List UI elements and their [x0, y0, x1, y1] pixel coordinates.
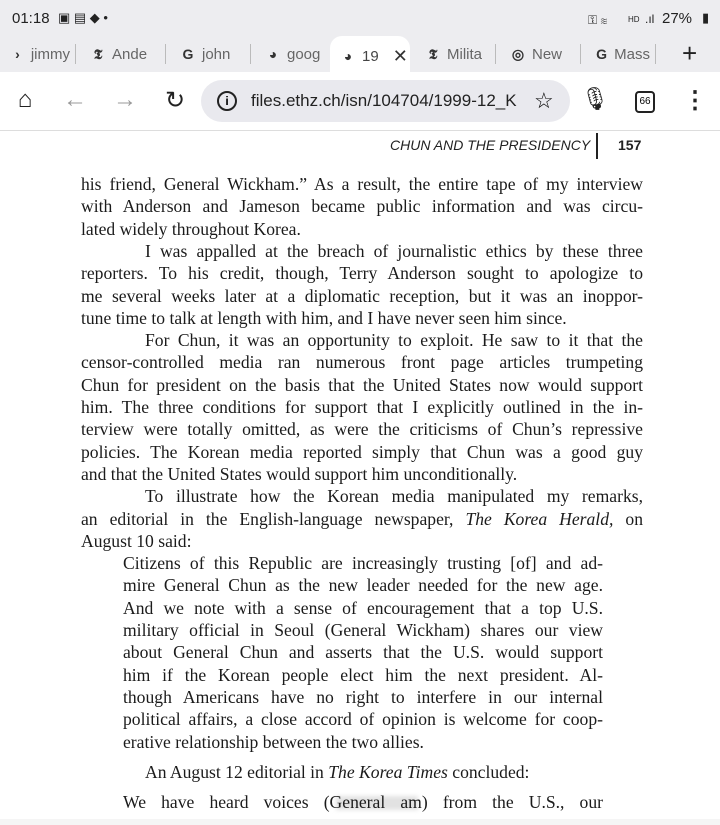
- running-head: CHUN AND THE PRESIDENCY: [390, 137, 591, 153]
- tab-title: Milita: [447, 45, 483, 63]
- text-line: [145, 762, 643, 783]
- tab-favicon-icon: 𝕿: [428, 45, 438, 62]
- tab-favicon-icon: G: [182, 46, 194, 62]
- close-tab-icon[interactable]: ✕: [392, 45, 408, 66]
- line-text: And we note with a sense of encouragement that a top U.S.: [123, 597, 603, 618]
- line-text: him if the Korean people elect him the next president. Al-: [123, 664, 603, 685]
- quote-line: [123, 665, 603, 686]
- line-text: An August 12 editorial in: [145, 761, 329, 782]
- line-text: and that the United States would support him unconditionally.: [81, 463, 518, 484]
- line-text: censor-controlled media ran numerous front page articles trumpeting: [81, 352, 643, 373]
- tab-favicon-icon: ◕: [343, 48, 353, 64]
- publication-title: The Korea Times: [328, 761, 448, 782]
- text-line: [81, 442, 643, 463]
- battery-icon: ▮: [702, 10, 710, 25]
- tab-title: 19: [362, 47, 379, 65]
- quote-line: [123, 732, 603, 753]
- quote-line: [123, 598, 603, 619]
- tab-favicon-icon: 𝕿: [93, 45, 103, 62]
- line-text: military official in Seoul (General Wickham) shares our view: [123, 620, 603, 640]
- quote-line: [123, 687, 603, 708]
- quote-line: [123, 642, 603, 663]
- text-line: [81, 509, 643, 530]
- tab-favicon-icon: ◕: [268, 46, 278, 62]
- line-text: For Chun, it was an opportunity to exploit. He saw to it that the: [145, 330, 643, 351]
- text-line: [81, 308, 643, 329]
- line-text: his friend, General Wickham.” As a result, the entire tape of my interview: [81, 174, 643, 194]
- reload-icon[interactable]: ↻: [164, 87, 186, 114]
- text-line: [81, 419, 643, 440]
- tab-title: jimmy: [30, 45, 70, 63]
- tab-title: goog: [287, 45, 321, 63]
- text-line: [81, 219, 643, 240]
- line-text: lated widely throughout Korea.: [81, 218, 301, 239]
- line-text: about General Chun and asserts that the U.S. would support: [123, 642, 603, 663]
- text-line: [81, 464, 643, 485]
- line-text: To illustrate how the Korean media manipulated my remarks,: [145, 486, 643, 507]
- tab-favicon-icon: ◎: [511, 45, 525, 62]
- text-line: [81, 263, 643, 284]
- text-line: [81, 174, 643, 195]
- text-line: [81, 286, 643, 307]
- line-text: reporters. To his credit, though, Terry Anderson sought to apologize to: [81, 263, 643, 284]
- line-text: terview were totally omitted, as were the criticisms of Chun’s repressive: [81, 419, 643, 440]
- text-line: [81, 352, 643, 373]
- quote-line: [123, 553, 603, 574]
- line-text: Chun for president on the basis that the United States now would support: [81, 374, 643, 395]
- line-text: political affairs, a close accord of opinion is welcome for coop-: [123, 709, 603, 730]
- line-text: tune time to talk at length with him, and I have never seen him since.: [81, 307, 567, 328]
- tab-title: Ande: [112, 45, 148, 63]
- key-wifi-icon: ⚿ ≋: [588, 13, 608, 27]
- tab-title: john: [202, 45, 231, 63]
- tab-count[interactable]: 66: [635, 91, 655, 113]
- page-number: 157: [618, 137, 642, 153]
- text-line: [145, 330, 643, 351]
- star-icon[interactable]: ☆: [534, 88, 554, 113]
- line-text: me several weeks later at a diplomatic reception, but it was an inoppor-: [81, 285, 643, 306]
- line-text: policies. The Korean media reported simply that Chun was a good guy: [81, 441, 643, 462]
- quote-line: [123, 575, 603, 596]
- notification-icons: ▣ ▤ ◆ •: [58, 10, 108, 25]
- line-text: mire General Chun as the new leader needed for the new age.: [123, 575, 603, 596]
- new-tab-icon[interactable]: +: [682, 38, 698, 68]
- line-text: Citizens of this Republic are increasingly trusting [of] and ad-: [123, 553, 603, 574]
- tab-title: New: [532, 45, 563, 63]
- text-line: [145, 241, 643, 262]
- text-line: [81, 397, 643, 418]
- line-text: We have heard voices (General am) from the U.S., our: [123, 792, 603, 813]
- home-icon[interactable]: ⌂: [17, 86, 33, 113]
- forward-icon[interactable]: →: [113, 86, 137, 113]
- tab-favicon-icon: G: [596, 46, 608, 62]
- signal-icon: .ıl: [645, 12, 655, 26]
- line-text: an editorial in the English-language newspaper,: [81, 508, 466, 529]
- tab-title: Mass: [614, 45, 650, 63]
- network-type: HD: [628, 15, 640, 24]
- quote-line: [123, 620, 603, 641]
- text-line: [81, 375, 643, 396]
- quote-line: [123, 709, 603, 730]
- mic-icon[interactable]: 🎙: [581, 86, 609, 111]
- line-text: though Americans have no right to interfere in our internal: [123, 686, 603, 707]
- line-text: erative relationship between the two allies.: [123, 731, 424, 752]
- info-icon[interactable]: i: [217, 91, 237, 111]
- line-text: August 10 said:: [81, 530, 192, 551]
- text-line: [81, 196, 643, 217]
- battery-level: 27%: [662, 10, 693, 27]
- text-line: [145, 486, 643, 507]
- text-line: [81, 531, 643, 552]
- line-text: him. The three conditions for support that I explicitly outlined in the in-: [81, 397, 643, 417]
- quote-line: [123, 792, 603, 813]
- line-text: on: [613, 508, 643, 529]
- publication-title: The Korea Herald,: [465, 508, 614, 529]
- url-text[interactable]: files.ethz.ch/isn/104704/1999-12_K: [251, 91, 517, 110]
- back-icon[interactable]: ←: [63, 86, 87, 113]
- menu-icon[interactable]: ⋮: [683, 87, 707, 114]
- status-time: 01:18: [12, 10, 50, 27]
- line-text: concluded:: [447, 761, 530, 782]
- tab-favicon-icon: ›: [15, 46, 20, 62]
- line-text: I was appalled at the breach of journalistic ethics by these three: [145, 240, 643, 261]
- line-text: with Anderson and Jameson became public information and was circu-: [81, 196, 643, 217]
